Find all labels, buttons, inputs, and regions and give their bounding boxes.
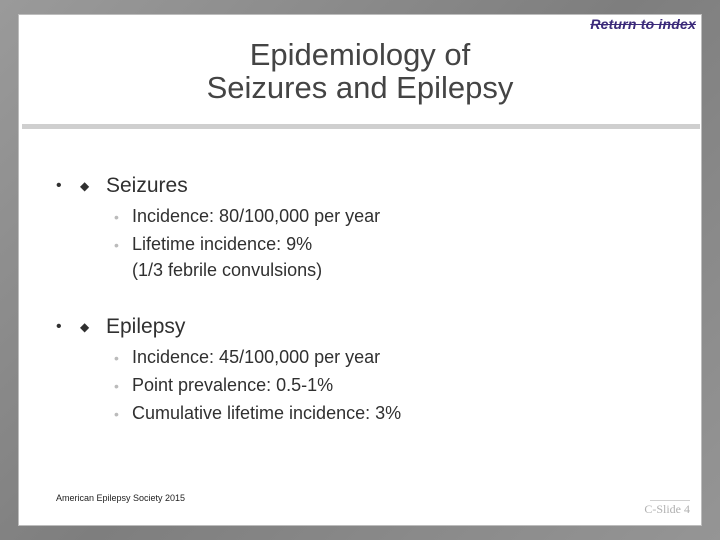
slide-number-divider — [650, 500, 690, 501]
list-item-continuation: (1/3 febrile convulsions) — [132, 260, 323, 280]
diamond-bullet-icon: ◆ — [80, 320, 90, 334]
title-line-1: Epidemiology of — [249, 37, 471, 72]
title-line-2: Seizures and Epilepsy — [206, 70, 514, 105]
return-to-index-link[interactable]: Return to index — [590, 16, 696, 32]
bullet-dot-icon: • — [114, 350, 119, 366]
bullet-dot-icon: • — [56, 318, 62, 335]
list-item: • Incidence: 45/100,000 per year — [114, 345, 380, 370]
diamond-bullet-icon: ◆ — [80, 179, 90, 193]
bullet-dot-icon: • — [114, 237, 119, 253]
slide-number: C-Slide 4 — [644, 502, 690, 516]
bullet-dot-icon: • — [114, 406, 119, 422]
section-heading-epilepsy: • ◆ Epilepsy — [56, 315, 186, 338]
bullet-dot-icon: • — [56, 177, 62, 194]
list-item: • Lifetime incidence: 9% — [114, 232, 312, 257]
slide — [18, 14, 702, 526]
bullet-dot-icon: • — [114, 378, 119, 394]
section-heading-seizures: • ◆ Seizures — [56, 174, 188, 197]
list-item: • Point prevalence: 0.5-1% — [114, 373, 333, 398]
bullet-dot-icon: • — [114, 209, 119, 225]
footer-source: American Epilepsy Society 2015 — [56, 493, 186, 503]
list-item: • Incidence: 80/100,000 per year — [114, 204, 380, 229]
bullet-list — [18, 14, 702, 526]
list-item: • Cumulative lifetime incidence: 3% — [114, 401, 401, 426]
